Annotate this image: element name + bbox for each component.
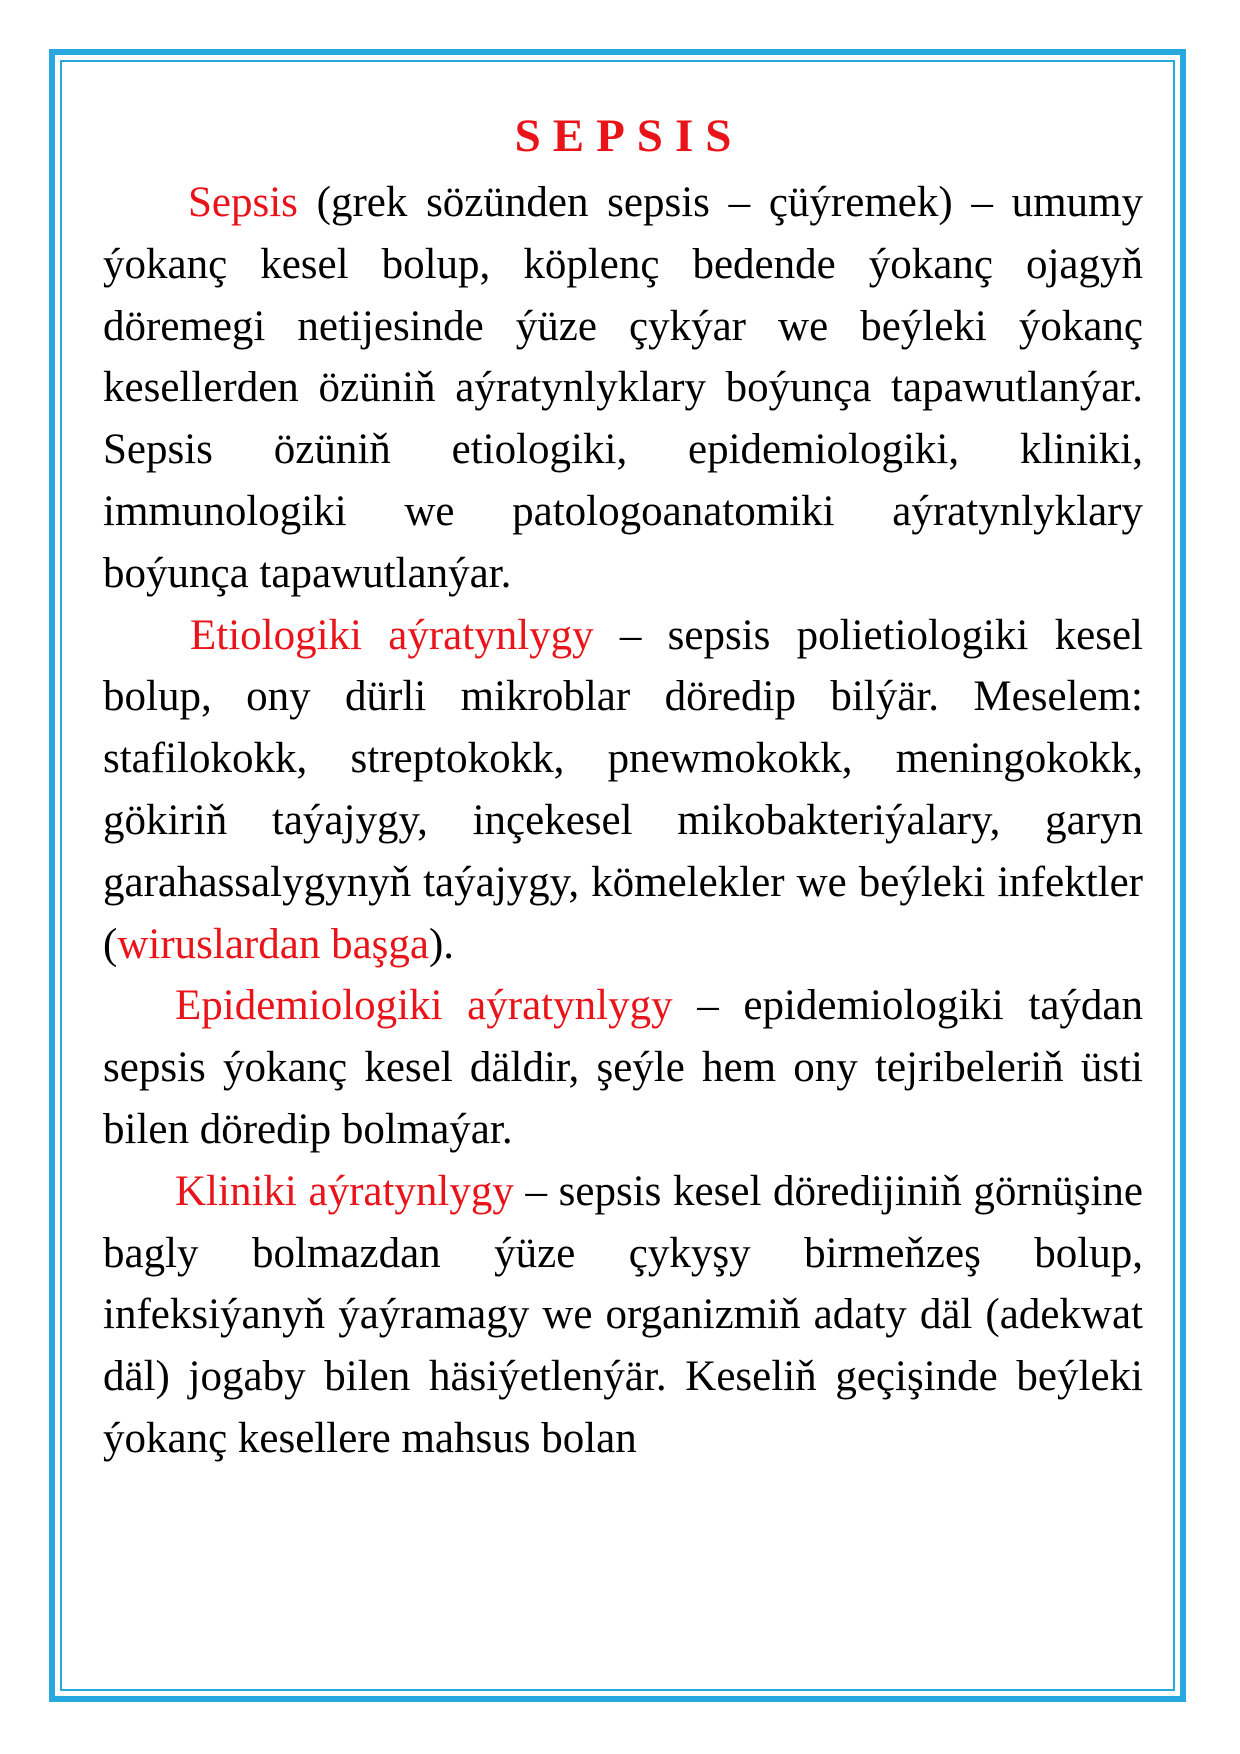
paragraph-text: (grek sözünden sepsis – çüýremek) – umumy ýokanç kesel bolup, köplenç bedende ýokanç ojagyň döremegi netijesinde ýüze çykýar we beýleki ýokanç kesellerden özüniň aýratynlyklary boýunça tapawutlanýar. Sepsis özüniň etiologiki, epidemiologiki, kliniki, immunologiki we patologoanatomiki aýratynlyklary boýunça tapawutlanýar. <box>103 179 1143 597</box>
paragraph-etiology <box>103 605 1143 976</box>
term-clinical: Kliniki aýratynlygy <box>175 1167 514 1215</box>
paragraph-text: – sepsis polietiologiki kesel bolup, ony dürli mikroblar döredip bilýär. Meselem: stafilokokk, streptokokk, pnewmokokk, meningokokk, gökiriň taýajygy, inçekesel mikobakteriýalary, garyn garahassalygynyň taýajygy, kömelekler we beýleki infektler ( <box>103 611 1143 968</box>
paragraph-clinical <box>103 1161 1143 1470</box>
paragraph-text: – sepsis kesel döredijiniň görnüşine bagly bolmazdan ýüze çykyşy birmeňzeş bolup, infeksiýanyň ýaýramagy we organizmiň adaty däl (adekwat däl) jogaby bilen häsiýetlenýär. Keseliň geçişinde beýleki ýokanç kesellere mahsus bolan <box>103 1167 1143 1462</box>
highlight-viruses: wiruslardan başga <box>117 920 429 968</box>
paragraph-text-end: ). <box>428 920 455 968</box>
document-body <box>103 100 1143 1470</box>
term-epidemiology: Epidemiologiki aýratynlygy <box>175 982 673 1030</box>
page-title: SEPSIS <box>514 110 744 162</box>
paragraph-text: – epidemiologiki taýdan sepsis ýokanç kesel däldir, şeýle hem ony tejribeleriň üsti bilen döredip bolmaýar. <box>103 982 1143 1153</box>
paragraph-sepsis <box>103 172 1143 605</box>
term-sepsis: Sepsis <box>188 179 298 226</box>
paragraph-epidemiology <box>103 975 1143 1160</box>
term-etiology: Etiologiki aýratynlygy <box>190 611 594 659</box>
